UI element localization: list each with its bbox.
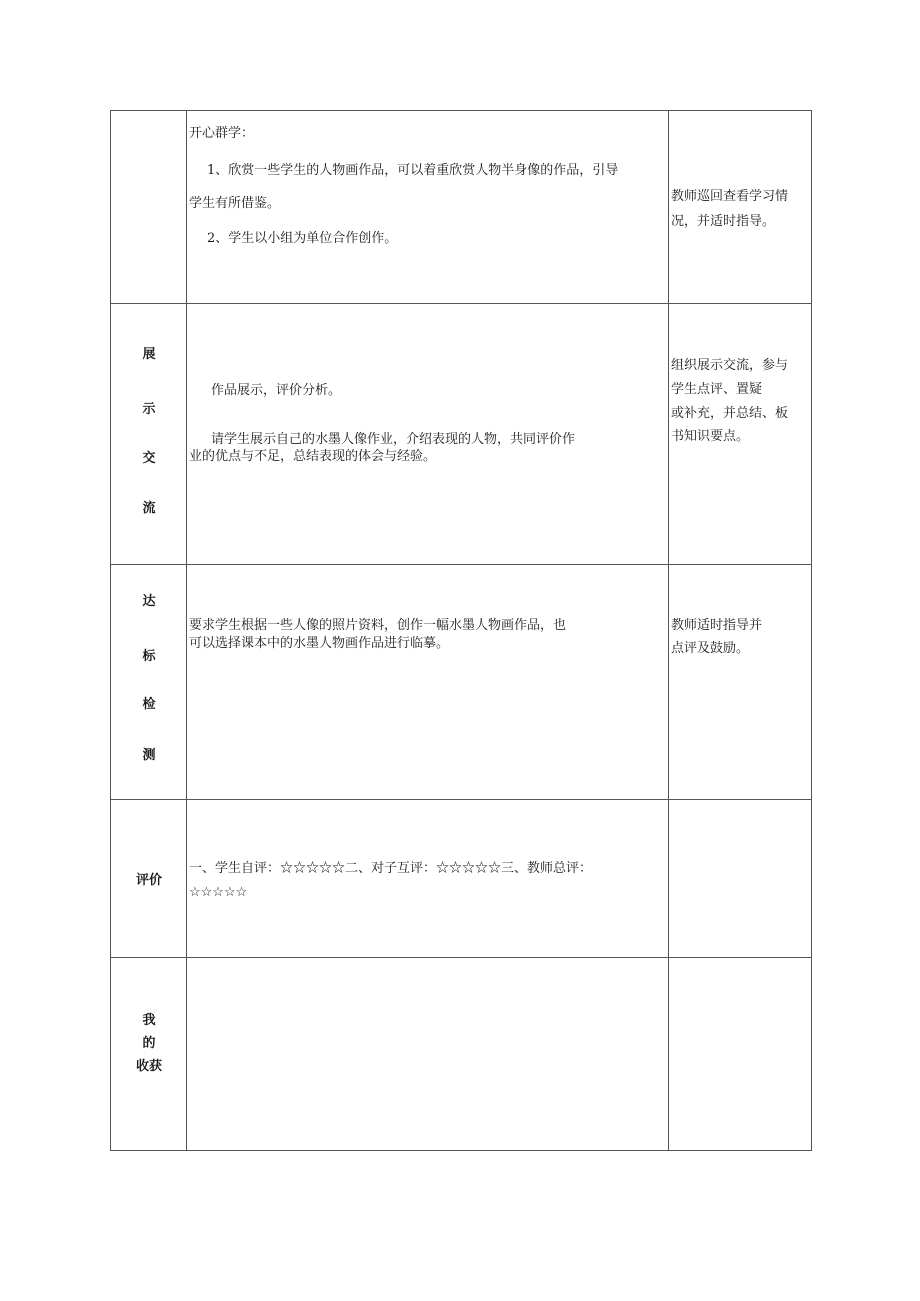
table-row-evaluation — [111, 799, 811, 957]
content-line: 1、欣赏一些学生的人物画作品，可以着重欣赏人物半身像的作品，引导 — [207, 163, 619, 178]
row-content-cell — [187, 958, 669, 1150]
row-label-char: 标 — [142, 649, 156, 664]
teacher-line: 学生点评、置疑 — [671, 382, 763, 397]
row-label-char: 示 — [142, 402, 156, 417]
content-line: 作品展示，评价分析。 — [211, 383, 342, 398]
row-label-char: 达 — [142, 594, 156, 609]
teacher-line: 书知识要点。 — [671, 429, 750, 444]
row-label-cell — [111, 958, 187, 1150]
row-label-cell — [111, 111, 187, 303]
teacher-line: 或补充，并总结、板 — [671, 406, 789, 421]
row-label-char: 测 — [142, 748, 156, 763]
content-line: 学生有所借鉴。 — [189, 196, 281, 211]
row-label-char: 流 — [142, 501, 156, 516]
evaluation-stars-line: ☆☆☆☆☆ — [189, 885, 248, 900]
row-content-cell — [187, 565, 669, 799]
teacher-line: 况，并适时指导。 — [671, 214, 776, 229]
evaluation-stars-line: 一、学生自评：☆☆☆☆☆二、对子互评：☆☆☆☆☆三、教师总评： — [189, 861, 593, 876]
teacher-activity-cell — [669, 958, 811, 1150]
row-content-cell — [187, 800, 669, 957]
row-content-cell — [187, 304, 669, 564]
content-line: 开心群学： — [189, 126, 255, 141]
row-label-char: 评价 — [135, 873, 162, 888]
row-label-char: 检 — [142, 697, 156, 712]
teacher-activity-cell — [669, 565, 811, 799]
content-line: 可以选择课本中的水墨人物画作品进行临摹。 — [189, 636, 450, 651]
row-label-char: 展 — [142, 347, 156, 362]
teacher-line: 教师适时指导并 — [671, 618, 763, 633]
row-label-char: 收获 — [135, 1059, 162, 1074]
table-row-presentation — [111, 303, 811, 564]
content-line: 业的优点与不足，总结表现的体会与经验。 — [189, 449, 437, 464]
lesson-plan-table — [110, 110, 812, 1151]
table-row-assessment — [111, 564, 811, 799]
teacher-activity-cell — [669, 111, 811, 303]
teacher-line: 点评及鼓励。 — [671, 641, 750, 656]
teacher-line: 教师巡回查看学习情 — [671, 189, 789, 204]
row-label-cell — [111, 565, 187, 799]
teacher-activity-cell — [669, 304, 811, 564]
row-content-cell — [187, 111, 669, 303]
content-line: 2、学生以小组为单位合作创作。 — [207, 231, 398, 246]
row-label-char: 交 — [142, 451, 156, 466]
teacher-activity-cell — [669, 800, 811, 957]
table-row-group-study — [111, 111, 811, 303]
table-row-takeaways — [111, 957, 811, 1150]
content-line: 请学生展示自己的水墨人像作业，介绍表现的人物，共同评价作 — [211, 432, 576, 447]
content-line: 要求学生根据一些人像的照片资料，创作一幅水墨人物画作品，也 — [189, 618, 567, 633]
row-label-cell — [111, 800, 187, 957]
row-label-cell — [111, 304, 187, 564]
teacher-line: 组织展示交流，参与 — [671, 358, 789, 373]
row-label-char: 我 — [142, 1013, 156, 1028]
row-label-char: 的 — [142, 1036, 156, 1051]
